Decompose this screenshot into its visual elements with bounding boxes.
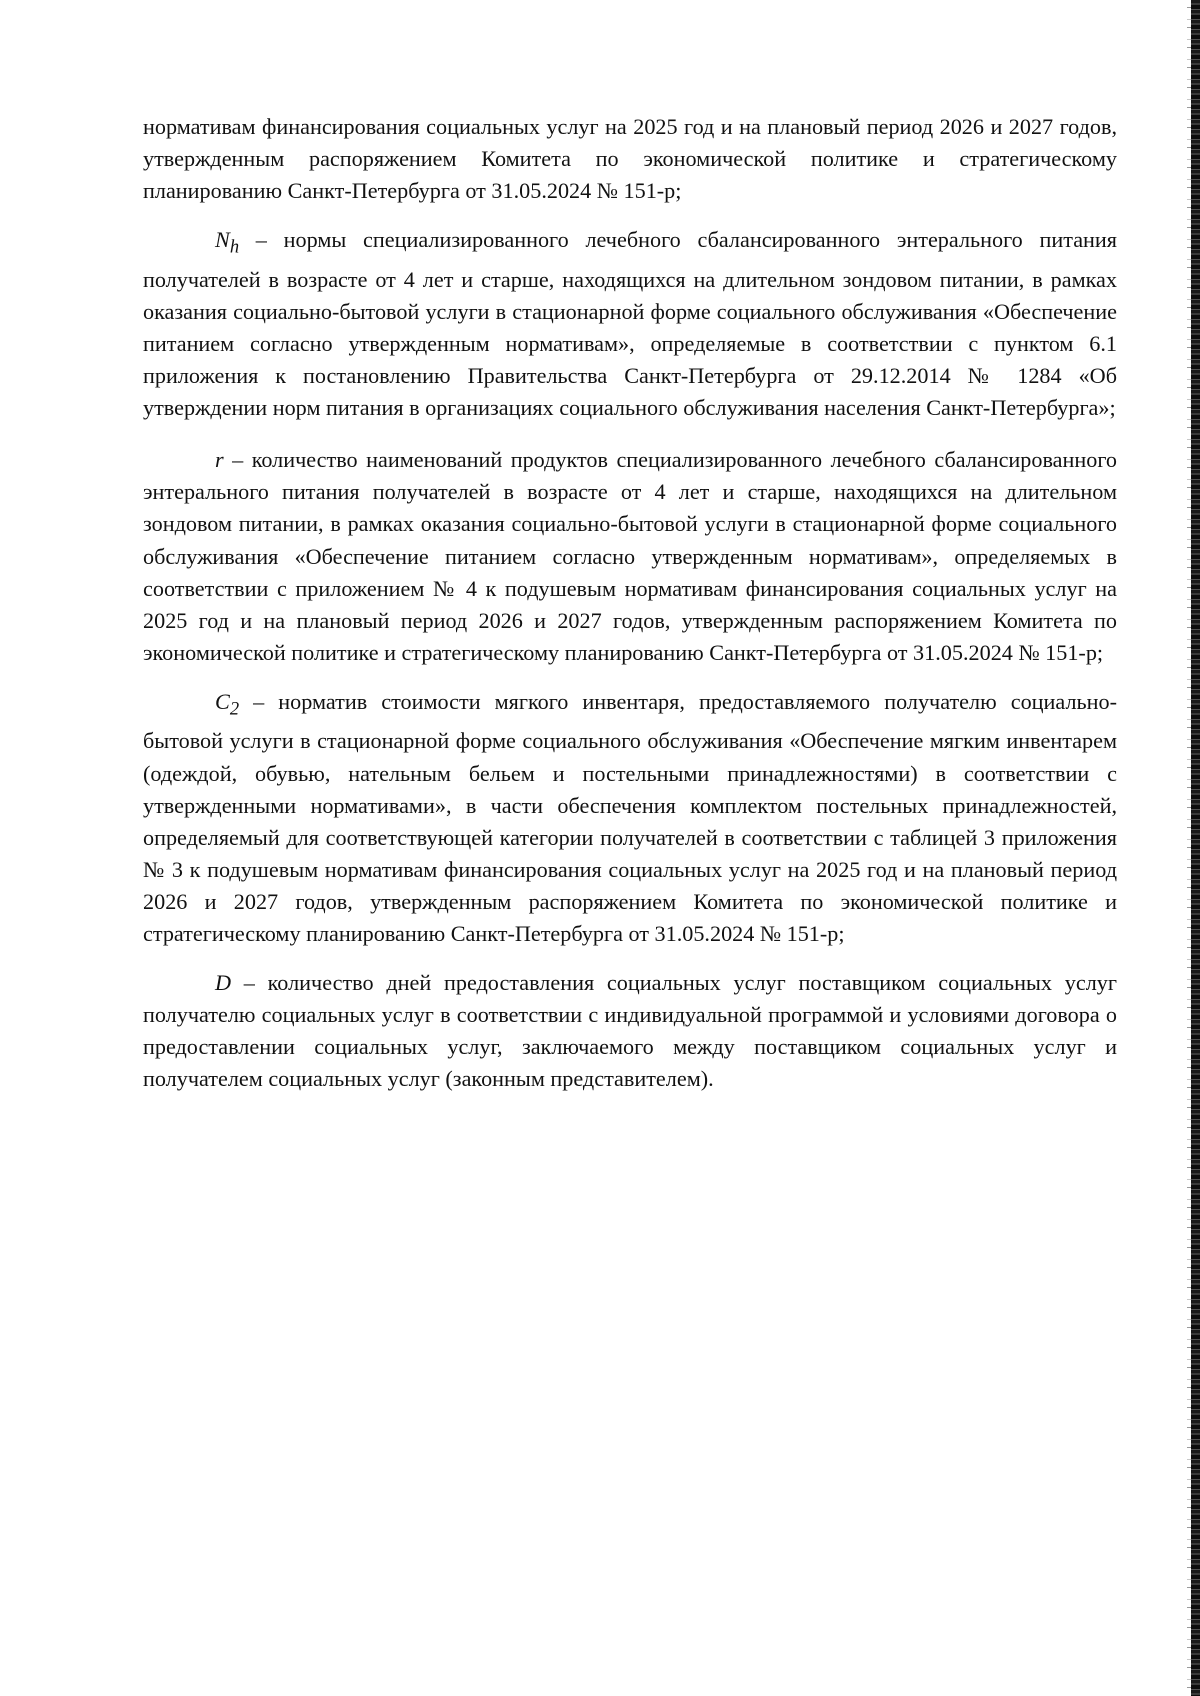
symbol-r: r bbox=[215, 447, 224, 473]
paragraph-continuation bbox=[143, 111, 1117, 207]
paragraph-text: нормативам финансирования социальных услуг на 2025 год и на плановый период 2026 и 2027 годов, утвержденным распоряжением Комитета по экономической политике и стратегическому планированию Санкт-Петербурга от 31.05.2024 № 151-р; bbox=[143, 114, 1117, 204]
paragraph-d-definition bbox=[143, 967, 1117, 1095]
paragraph-r-definition bbox=[143, 444, 1117, 669]
symbol-subscript-h: h bbox=[229, 237, 240, 258]
paragraph-text: – количество дней предоставления социальных услуг поставщиком социальных услуг получателю социальных услуг в соответствии с индивидуальной программой и условиями договора о предоставлении социальных услуг, заключаемого между поставщиком социальных услуг и получателем социальных услуг (законным представителем). bbox=[143, 970, 1117, 1092]
scan-edge-border bbox=[1191, 0, 1200, 1696]
symbol-d: D bbox=[215, 970, 232, 996]
document-body bbox=[143, 111, 1117, 1096]
paragraph-text: – нормы специализированного лечебного сбалансированного энтерального питания получателей в возрасте от 4 лет и старше, находящихся на длительном зондовом питании, в рамках оказания социально-бытовой услуги в стационарной форме социального обслуживания «Обеспечение питанием согласно утвержденным нормативам», определяемые в соответствии с пунктом 6.1 приложения к постановлению Правительства Санкт-Петербурга от 29.12.2014 № 1284 «Об утверждении норм питания в организациях социального обслуживания населения Санкт-Петербурга»; bbox=[143, 227, 1117, 421]
paragraph-c2-definition bbox=[143, 686, 1117, 950]
paragraph-nh-definition bbox=[143, 224, 1117, 424]
paragraph-text: – количество наименований продуктов специализированного лечебного сбалансированного энтерального питания получателей в возрасте от 4 лет и старше, находящихся на длительном зондовом питании, в рамках оказания социально-бытовой услуги в стационарной форме социального обслуживания «Обеспечение питанием согласно утвержденным нормативам», определяемых в соответствии с приложением № 4 к подушевым нормативам финансирования социальных услуг на 2025 год и на плановый период 2026 и 2027 годов, утвержденным распоряжением Комитета по экономической политике и стратегическому планированию Санкт-Петербурга от 31.05.2024 № 151-р; bbox=[143, 447, 1117, 665]
symbol-subscript-2: 2 bbox=[229, 699, 240, 720]
paragraph-text: – норматив стоимости мягкого инвентаря, предоставляемого получателю социально-бытовой услуги в стационарной форме социального обслуживания «Обеспечение мягким инвентарем (одеждой, обувью, нательным бельем и постельными принадлежностями) в соответствии с утвержденными нормативами», в части обеспечения комплектом постельных принадлежностей, определяемый для соответствующей категории получателей в соответствии с таблицей 3 приложения № 3 к подушевым нормативам финансирования социальных услуг на 2025 год и на плановый период 2026 и 2027 годов, утвержденным распоряжением Комитета по экономической политике и стратегическому планированию Санкт-Петербурга от 31.05.2024 № 151-р; bbox=[143, 688, 1117, 947]
symbol-c: C bbox=[215, 688, 230, 714]
symbol-n: N bbox=[215, 227, 230, 253]
